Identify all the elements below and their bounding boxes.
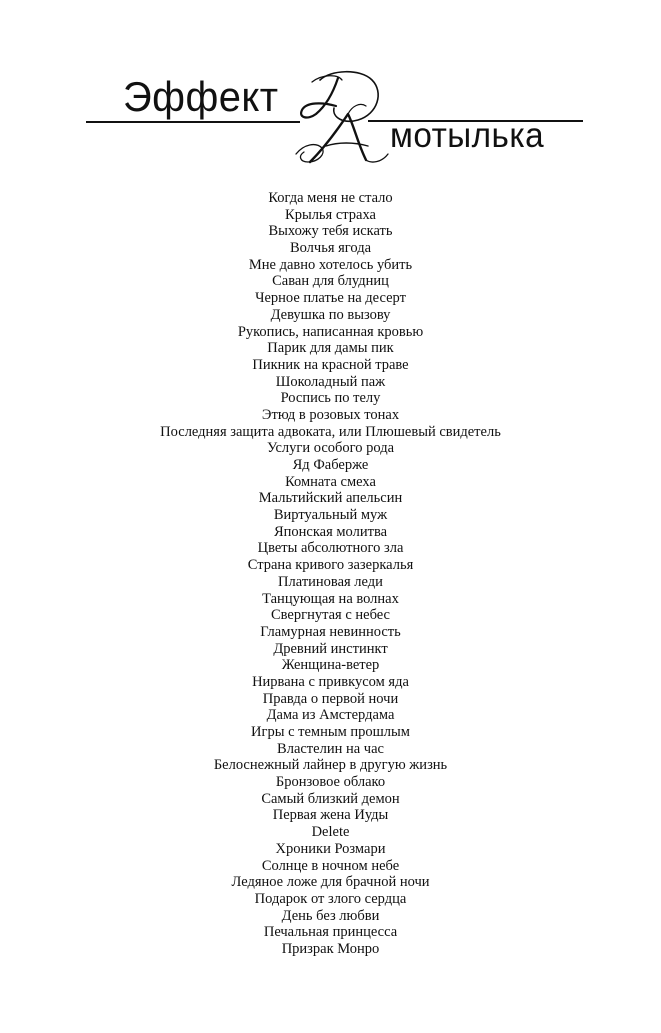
book-title-item: Печальная принцесса — [263, 924, 398, 941]
book-title-item: Женщина-ветер — [281, 657, 380, 674]
header-rule-left — [86, 121, 300, 123]
book-title-item: Игры с темным прошлым — [251, 724, 410, 740]
book-title-item: Девушка по вызову — [270, 306, 391, 323]
monogram-logo — [282, 62, 402, 172]
book-title-item: Властелин на час — [277, 740, 384, 757]
book-title-item: Шоколадный паж — [275, 373, 386, 390]
book-title-item: Бронзовое облако — [275, 774, 386, 791]
book-title-item: Страна кривого зазеркалья — [247, 557, 414, 574]
book-title-item: Услуги особого рода — [266, 440, 395, 457]
book-title-item: Черное платье на десерт — [255, 290, 406, 307]
book-title-item: Мне давно хотелось убить — [248, 256, 413, 273]
book-title-item: Правда о первой ночи — [262, 690, 399, 707]
book-series-header — [0, 0, 661, 190]
series-title-left: Эффект — [123, 73, 279, 120]
book-title-item: Яд Фаберже — [292, 457, 369, 473]
book-title-item: Саван для блудниц — [272, 273, 389, 290]
book-title-item: День без любви — [281, 907, 380, 924]
book-title-item: Выхожу тебя искать — [268, 223, 393, 240]
book-title-item: Роспись по телу — [280, 390, 381, 407]
book-title-item: Солнце в ночном небе — [261, 857, 400, 874]
book-title-item: Рукопись, написанная кровью — [237, 323, 424, 340]
book-title-item: Хроники Розмари — [275, 840, 386, 857]
series-title-right: мотылька — [390, 116, 545, 155]
book-title-item: Платиновая леди — [278, 573, 383, 590]
book-title-item: Крылья страха — [285, 206, 376, 223]
book-title-item: Когда меня не стало — [268, 190, 393, 206]
book-titles-list — [0, 190, 661, 958]
book-title-item: Свергнутая с небес — [271, 607, 390, 624]
book-title-item: Призрак Монро — [281, 940, 380, 957]
book-title-item: Цветы абсолютного зла — [257, 540, 404, 557]
book-title-item: Delete — [311, 824, 350, 841]
book-title-item: Волчья ягода — [289, 240, 372, 257]
book-title-item: Гламурная невинность — [260, 623, 401, 640]
book-title-item: Самый близкий демон — [261, 790, 400, 807]
book-title-item: Белоснежный лайнер в другую жизнь — [213, 757, 448, 774]
book-title-item: Японская молитва — [273, 523, 388, 540]
book-title-item: Мальтийский апельсин — [258, 490, 403, 507]
book-title-item: Последняя защита адвоката, или Плюшевый свидетель — [160, 423, 501, 440]
book-title-item: Первая жена Иуды — [272, 807, 389, 824]
book-title-item: Этюд в розовых тонах — [261, 406, 400, 423]
book-title-item: Комната смеха — [285, 473, 376, 490]
book-title-item: Подарок от злого сердца — [254, 890, 407, 907]
book-title-item: Нирвана с привкусом яда — [252, 673, 409, 690]
book-title-item: Пикник на красной траве — [252, 356, 409, 373]
book-title-item: Парик для дамы пик — [267, 340, 394, 357]
book-title-item: Танцующая на волнах — [262, 590, 399, 607]
book-title-item: Ледяное ложе для брачной ночи — [231, 874, 430, 891]
book-title-item: Виртуальный муж — [273, 507, 388, 524]
book-title-item: Древний инстинкт — [273, 640, 388, 657]
book-title-item: Дама из Амстердама — [266, 707, 395, 724]
